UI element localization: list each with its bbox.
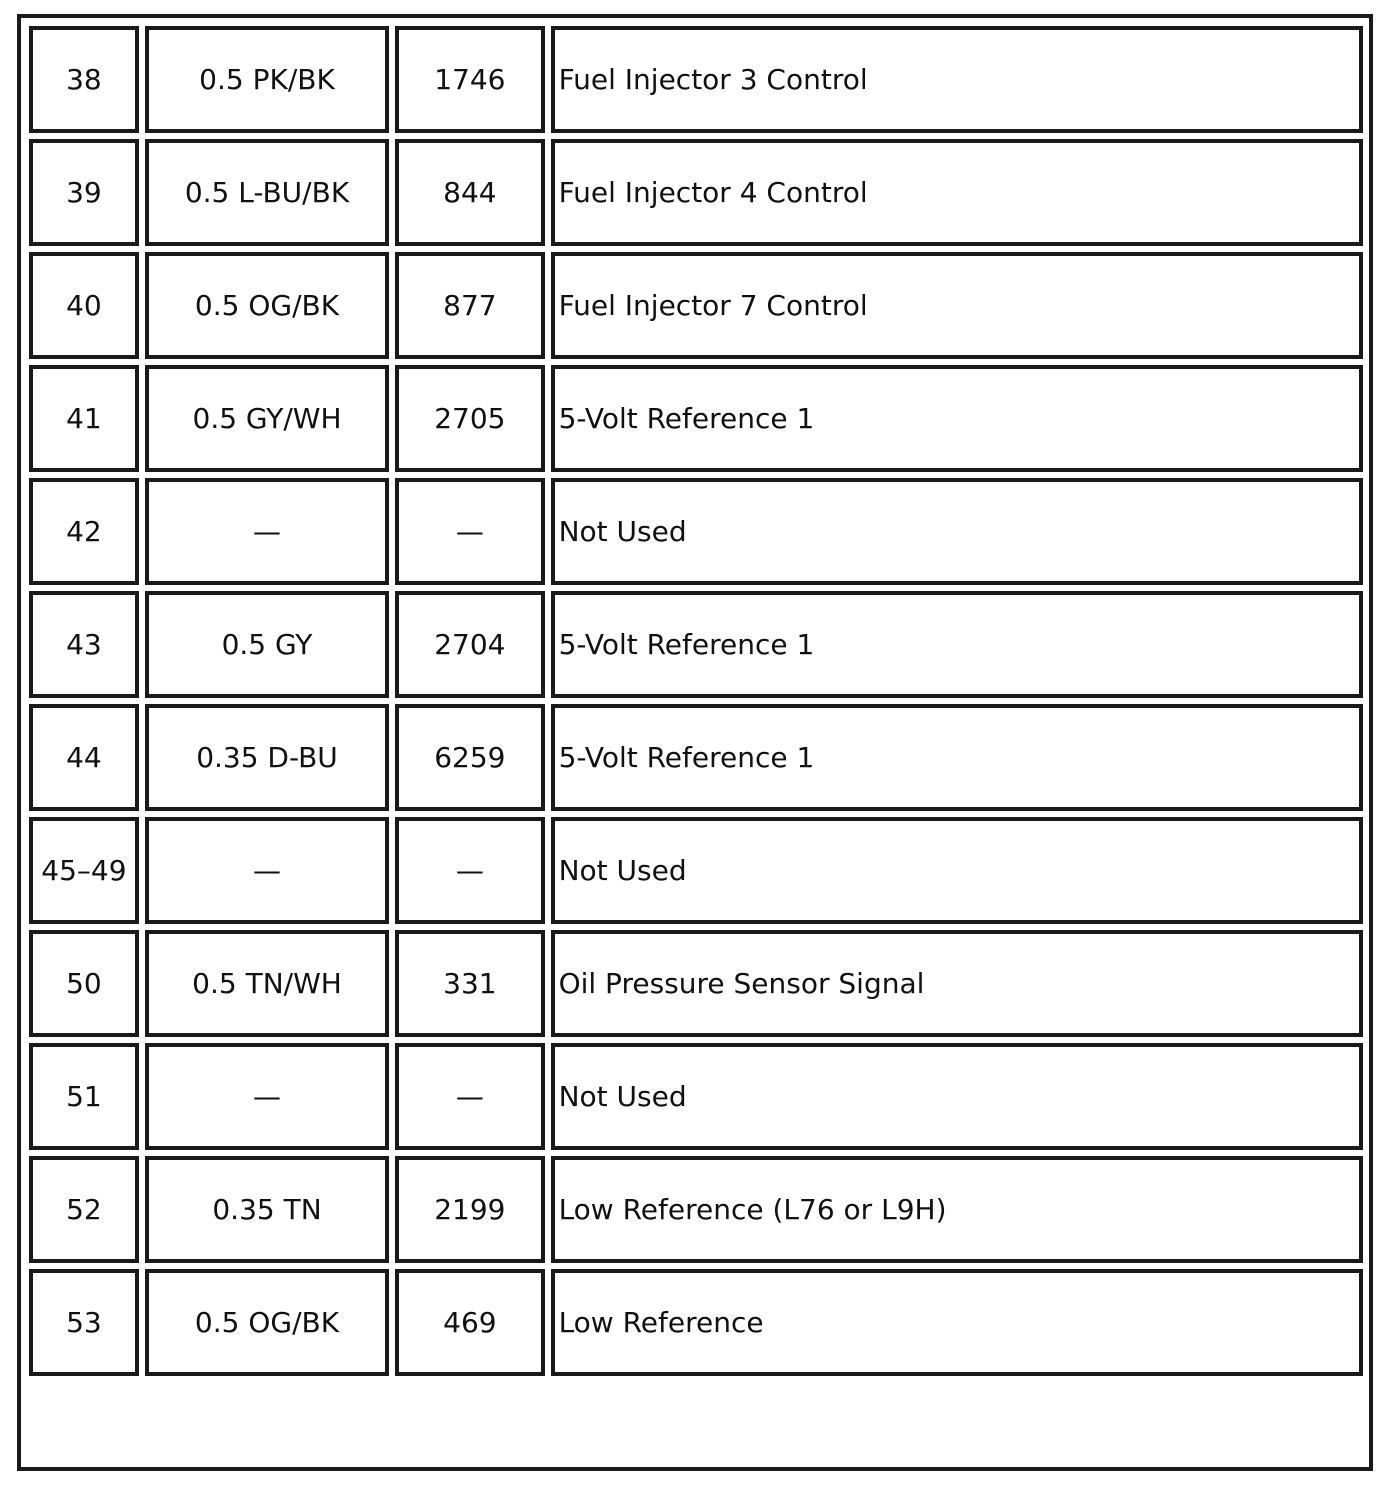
- pin-number-cell: 52: [29, 1156, 139, 1263]
- circuit-number-cell: 877: [395, 252, 544, 359]
- wire-size-color-cell: 0.35 TN: [145, 1156, 389, 1263]
- table-row: [29, 704, 1363, 811]
- table-row: [29, 139, 1363, 246]
- function-cell: Low Reference: [551, 1269, 1363, 1376]
- pin-number-cell: 43: [29, 591, 139, 698]
- circuit-number-cell: —: [395, 478, 544, 585]
- wire-size-color-cell: —: [145, 478, 389, 585]
- table-row: [29, 478, 1363, 585]
- circuit-number-cell: 331: [395, 930, 544, 1037]
- pin-number-cell: 40: [29, 252, 139, 359]
- connector-pinout-table-frame: [17, 14, 1373, 1471]
- table-row: [29, 26, 1363, 133]
- function-cell: Fuel Injector 4 Control: [551, 139, 1363, 246]
- function-cell: Not Used: [551, 817, 1363, 924]
- function-cell: Not Used: [551, 478, 1363, 585]
- table-row: [29, 1269, 1363, 1376]
- wire-size-color-cell: 0.5 L-BU/BK: [145, 139, 389, 246]
- function-cell: 5-Volt Reference 1: [551, 365, 1363, 472]
- circuit-number-cell: 2704: [395, 591, 544, 698]
- table-body: [29, 26, 1363, 1376]
- circuit-number-cell: 2199: [395, 1156, 544, 1263]
- circuit-number-cell: 469: [395, 1269, 544, 1376]
- function-cell: Fuel Injector 3 Control: [551, 26, 1363, 133]
- wire-size-color-cell: 0.5 TN/WH: [145, 930, 389, 1037]
- table-row: [29, 930, 1363, 1037]
- table-row: [29, 365, 1363, 472]
- function-cell: Not Used: [551, 1043, 1363, 1150]
- pin-number-cell: 42: [29, 478, 139, 585]
- wire-size-color-cell: 0.5 OG/BK: [145, 252, 389, 359]
- pin-number-cell: 39: [29, 139, 139, 246]
- pin-number-cell: 38: [29, 26, 139, 133]
- wire-size-color-cell: —: [145, 817, 389, 924]
- pin-number-cell: 51: [29, 1043, 139, 1150]
- circuit-number-cell: —: [395, 817, 544, 924]
- circuit-number-cell: —: [395, 1043, 544, 1150]
- function-cell: Low Reference (L76 or L9H): [551, 1156, 1363, 1263]
- wire-size-color-cell: 0.35 D-BU: [145, 704, 389, 811]
- pin-number-cell: 50: [29, 930, 139, 1037]
- pin-number-cell: 53: [29, 1269, 139, 1376]
- function-cell: 5-Volt Reference 1: [551, 704, 1363, 811]
- wire-size-color-cell: 0.5 OG/BK: [145, 1269, 389, 1376]
- wire-size-color-cell: —: [145, 1043, 389, 1150]
- wire-size-color-cell: 0.5 PK/BK: [145, 26, 389, 133]
- function-cell: Fuel Injector 7 Control: [551, 252, 1363, 359]
- table-row: [29, 252, 1363, 359]
- table-row: [29, 817, 1363, 924]
- pin-number-cell: 45–49: [29, 817, 139, 924]
- wire-size-color-cell: 0.5 GY/WH: [145, 365, 389, 472]
- circuit-number-cell: 844: [395, 139, 544, 246]
- pin-number-cell: 44: [29, 704, 139, 811]
- circuit-number-cell: 6259: [395, 704, 544, 811]
- function-cell: 5-Volt Reference 1: [551, 591, 1363, 698]
- function-cell: Oil Pressure Sensor Signal: [551, 930, 1363, 1037]
- table-row: [29, 1156, 1363, 1263]
- pin-number-cell: 41: [29, 365, 139, 472]
- circuit-number-cell: 1746: [395, 26, 544, 133]
- circuit-number-cell: 2705: [395, 365, 544, 472]
- wire-size-color-cell: 0.5 GY: [145, 591, 389, 698]
- table-row: [29, 591, 1363, 698]
- connector-pinout-table: [23, 20, 1369, 1382]
- table-row: [29, 1043, 1363, 1150]
